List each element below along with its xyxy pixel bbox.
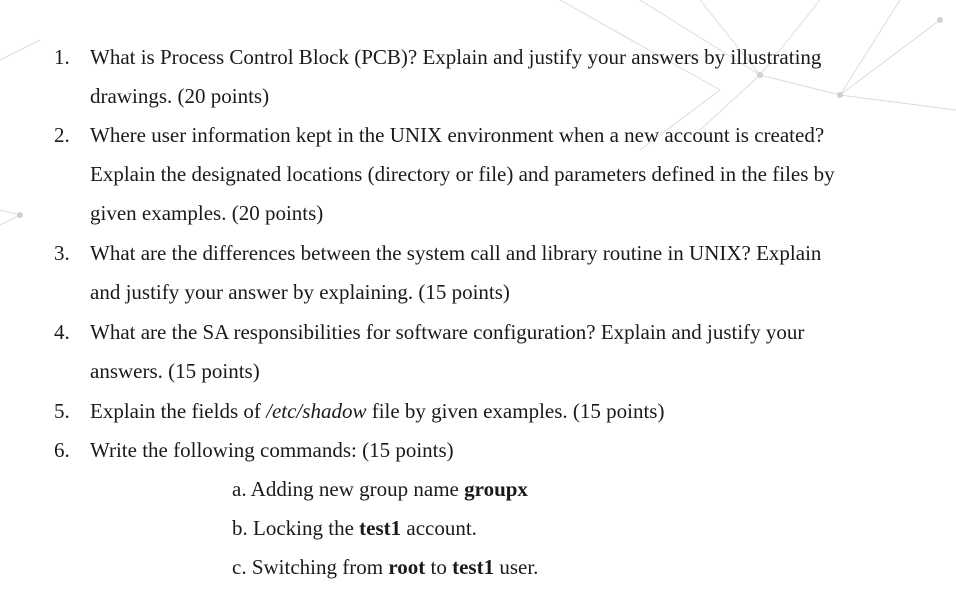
file-path-etc-shadow: /etc/shadow [266,399,367,423]
question-text-line: given examples. (20 points) [90,201,324,225]
question-number: 1. [54,45,70,69]
question-number: 2. [54,123,70,147]
question-text-line: drawings. (20 points) [90,84,270,108]
question-text-line: Write the following commands: (15 points) [90,438,454,462]
question-number: 6. [54,438,70,462]
question-text-line: Explain the fields of /etc/shadow file by given examples. (15 points) [90,399,665,423]
question-text-line: Explain the designated locations (directory or file) and parameters defined in the files by [90,162,835,186]
question-number: 5. [54,399,70,423]
subitem-b: b. Locking the test1 account. [232,516,477,540]
question-text-line: and justify your answer by explaining. (15 points) [90,280,510,304]
target-user: test1 [452,555,495,579]
subitem-c: c. Switching from root to test1 user. [232,555,539,579]
question-text-line: What are the SA responsibilities for software configuration? Explain and justify your [90,320,805,344]
subitem-a: a. Adding new group name groupx [232,477,528,501]
source-user: root [388,555,426,579]
question-text-line: What is Process Control Block (PCB)? Explain and justify your answers by illustrating [90,45,822,69]
group-name: groupx [464,477,528,501]
question-text-line: Where user information kept in the UNIX environment when a new account is created? [90,123,825,147]
account-name: test1 [359,516,402,540]
question-text-line: What are the differences between the system call and library routine in UNIX? Explain [90,241,822,265]
question-number: 3. [54,241,70,265]
question-number: 4. [54,320,70,344]
question-text-line: answers. (15 points) [90,359,260,383]
